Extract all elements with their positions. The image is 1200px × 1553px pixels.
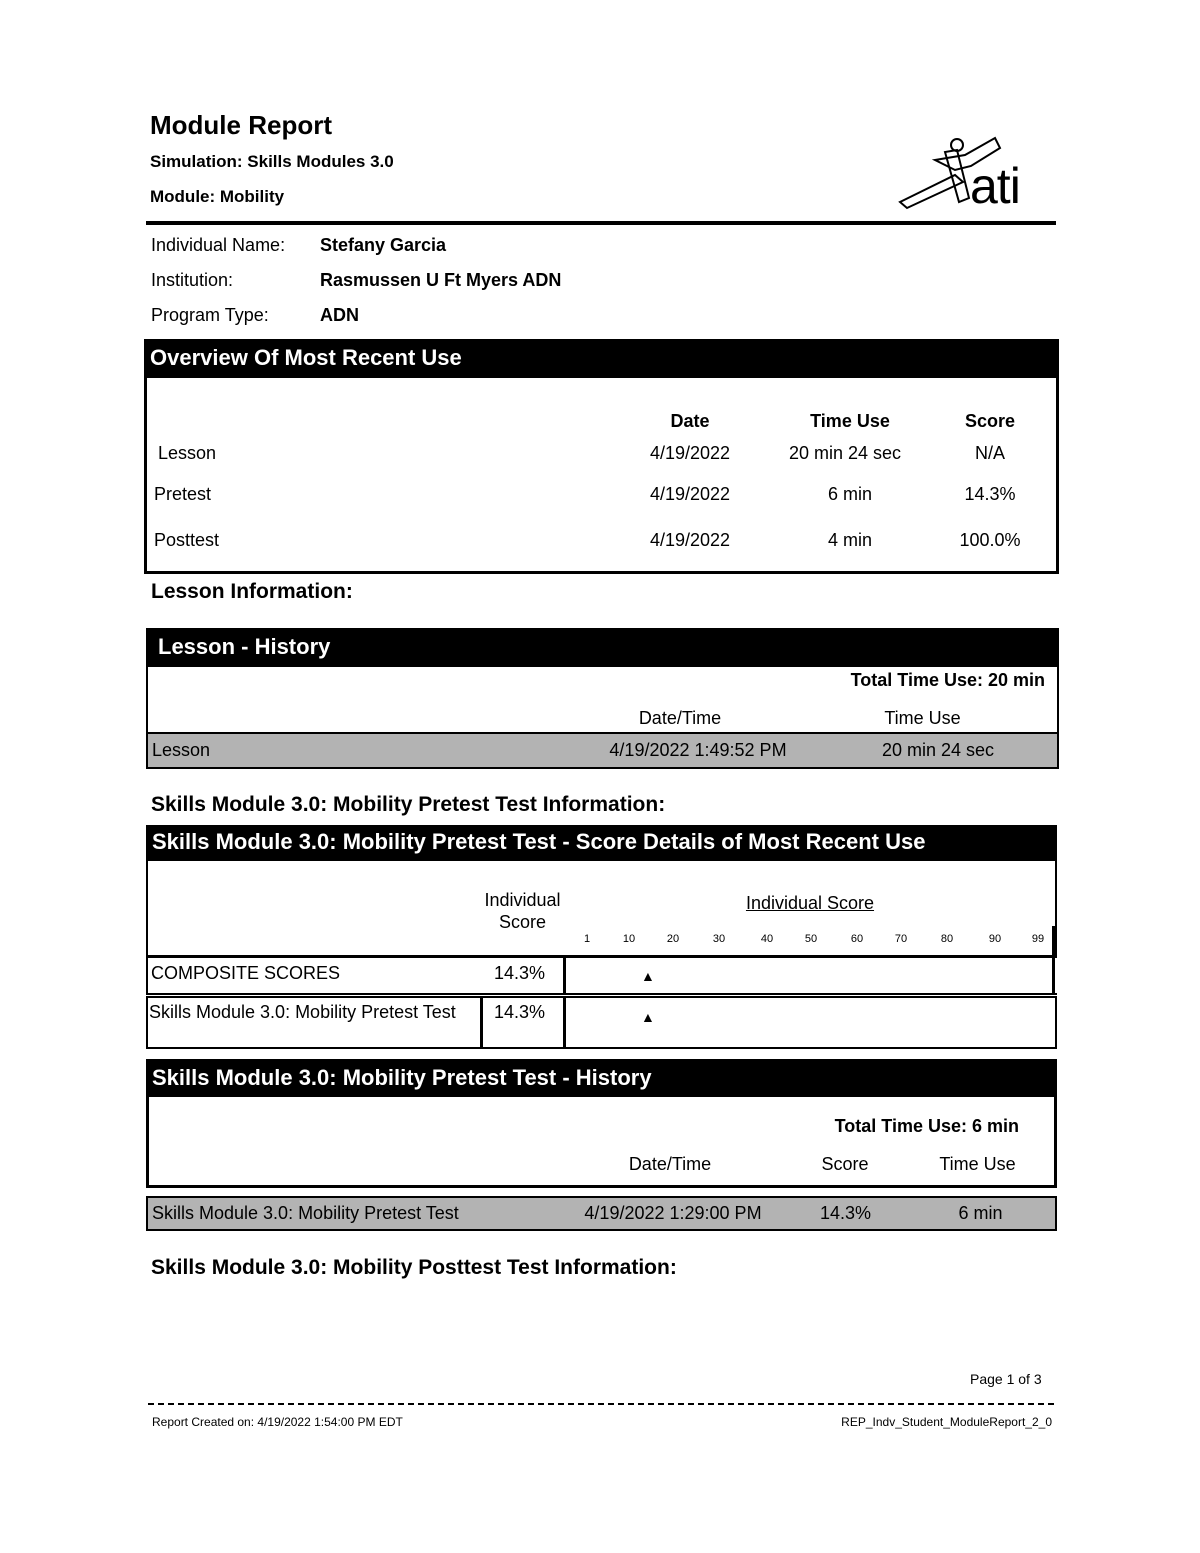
footer-divider bbox=[148, 1403, 1054, 1405]
overview-col-date: Date bbox=[670, 411, 710, 431]
lesson-total-time: Total Time Use: 20 min bbox=[850, 670, 1045, 690]
scale-end-tick bbox=[1052, 926, 1055, 956]
name-label: Individual Name: bbox=[151, 235, 286, 255]
overview-row-score: N/A bbox=[974, 443, 1005, 463]
ati-logo bbox=[895, 130, 1045, 220]
institution-value: Rasmussen U Ft Myers ADN bbox=[320, 270, 562, 290]
lesson-row-datetime: 4/19/2022 1:49:52 PM bbox=[609, 740, 787, 760]
overview-row-time: 20 min 24 sec bbox=[788, 443, 902, 463]
header-divider bbox=[146, 221, 1056, 225]
overview-row-score: 14.3% bbox=[964, 484, 1016, 504]
pretest-score-value: 14.3% bbox=[494, 1002, 546, 1022]
pretest-score-label: Skills Module 3.0: Mobility Pretest Test bbox=[149, 1002, 456, 1022]
overview-row-date: 4/19/2022 bbox=[649, 530, 731, 550]
posttest-info-heading: Skills Module 3.0: Mobility Posttest Test Information: bbox=[151, 1256, 677, 1279]
overview-row-date: 4/19/2022 bbox=[649, 443, 731, 463]
name-value: Stefany Garcia bbox=[320, 235, 447, 255]
institution-label: Institution: bbox=[151, 270, 234, 290]
score-row-divider bbox=[146, 955, 1057, 958]
score-marker-icon: ▲ bbox=[640, 1009, 655, 1025]
report-created: Report Created on: 4/19/2022 1:54:00 PM EDT bbox=[152, 1415, 403, 1429]
page-title: Module Report bbox=[150, 110, 332, 140]
scale-title: Individual Score bbox=[745, 893, 875, 913]
pretest-row-score: 14.3% bbox=[819, 1203, 872, 1223]
overview-row-label: Lesson bbox=[158, 443, 217, 463]
scale-tick-label: 10 bbox=[622, 933, 636, 945]
overview-row-time: 6 min bbox=[827, 484, 872, 504]
pretest-col-datetime: Date/Time bbox=[628, 1154, 712, 1174]
lesson-info-heading: Lesson Information: bbox=[151, 580, 353, 603]
pretest-row-datetime: 4/19/2022 1:29:00 PM bbox=[584, 1203, 762, 1223]
lesson-row-label: Lesson bbox=[152, 740, 211, 760]
pretest-row-time: 6 min bbox=[958, 1203, 1003, 1223]
module-label: Module: Mobility bbox=[150, 187, 285, 206]
score-col-divider bbox=[563, 998, 566, 1048]
pretest-info-heading: Skills Module 3.0: Mobility Pretest Test Information: bbox=[151, 793, 666, 816]
composite-score: 14.3% bbox=[494, 963, 546, 983]
program-value: ADN bbox=[320, 305, 359, 325]
scale-tick-label: 70 bbox=[894, 933, 908, 945]
pretest-history-title: Skills Module 3.0: Mobility Pretest Test - History bbox=[146, 1059, 1057, 1097]
scale-tick-label: 20 bbox=[666, 933, 680, 945]
overview-row-label: Posttest bbox=[154, 530, 220, 550]
scale-tick-label: 40 bbox=[760, 933, 774, 945]
page-number: Page 1 of 3 bbox=[970, 1371, 1042, 1387]
overview-row-label: Pretest bbox=[154, 484, 212, 504]
score-details-right-border bbox=[1055, 861, 1057, 957]
lesson-history-title: Lesson - History bbox=[146, 628, 1059, 667]
pretest-col-score: Score bbox=[821, 1154, 869, 1174]
scale-tick-label: 90 bbox=[988, 933, 1002, 945]
overview-row-score: 100.0% bbox=[959, 530, 1021, 550]
score-details-title: Skills Module 3.0: Mobility Pretest Test - Score Details of Most Recent Use bbox=[146, 825, 1057, 861]
score-col-divider bbox=[480, 998, 483, 1048]
composite-label: COMPOSITE SCORES bbox=[151, 963, 341, 983]
score-row-border-right bbox=[1052, 955, 1055, 995]
scale-tick-label: 99 bbox=[1031, 933, 1045, 945]
simulation-label: Simulation: Skills Modules 3.0 bbox=[150, 152, 394, 171]
report-id: REP_Indv_Student_ModuleReport_2_0 bbox=[841, 1415, 1052, 1429]
pretest-row-label: Skills Module 3.0: Mobility Pretest Test bbox=[152, 1203, 459, 1223]
lesson-row-time: 20 min 24 sec bbox=[881, 740, 995, 760]
program-label: Program Type: bbox=[151, 305, 269, 325]
lesson-history-row bbox=[146, 732, 1059, 769]
score-col-individual: Individual Score bbox=[484, 890, 561, 932]
scale-tick-label: 30 bbox=[712, 933, 726, 945]
scale-tick-label: 80 bbox=[940, 933, 954, 945]
lesson-col-datetime: Date/Time bbox=[638, 708, 722, 728]
scale-tick-label: 1 bbox=[583, 933, 591, 945]
overview-row-date: 4/19/2022 bbox=[649, 484, 731, 504]
score-row-border-left bbox=[146, 955, 148, 995]
pretest-col-time: Time Use bbox=[939, 1154, 1016, 1174]
overview-row-time: 4 min bbox=[827, 530, 872, 550]
pretest-total-time: Total Time Use: 6 min bbox=[834, 1116, 1019, 1136]
overview-col-time: Time Use bbox=[810, 411, 890, 431]
scale-tick-label: 50 bbox=[804, 933, 818, 945]
pretest-history-row bbox=[146, 1196, 1057, 1231]
scale-tick-label: 60 bbox=[850, 933, 864, 945]
overview-col-score: Score bbox=[964, 411, 1016, 431]
lesson-col-time: Time Use bbox=[884, 708, 961, 728]
score-details-left-border bbox=[146, 861, 148, 957]
overview-title: Overview Of Most Recent Use bbox=[144, 339, 1059, 378]
logo-text: ati bbox=[970, 158, 1020, 214]
score-marker-icon: ▲ bbox=[640, 968, 655, 984]
score-col-divider bbox=[563, 955, 566, 995]
